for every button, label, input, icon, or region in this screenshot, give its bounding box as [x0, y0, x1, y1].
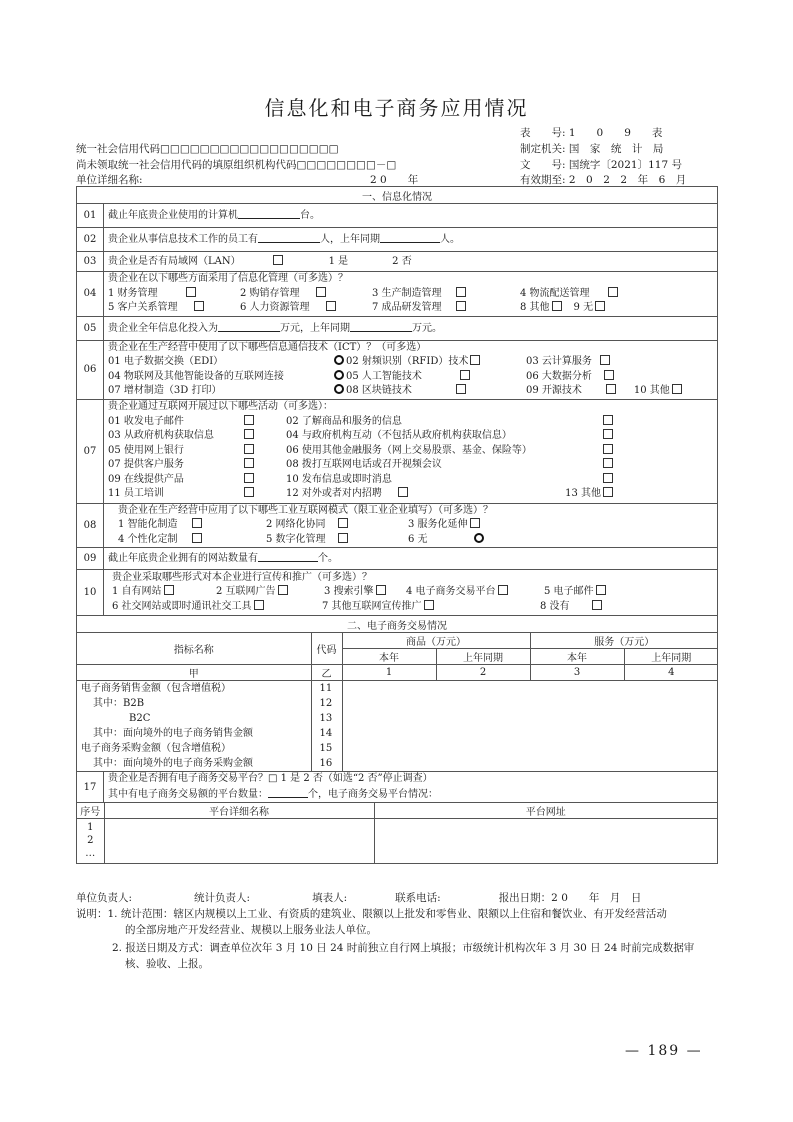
section1-title: 一、信息化情况: [77, 187, 718, 204]
ecommerce-values-area[interactable]: [342, 681, 718, 772]
platform-table: 序号 平台详细名称 平台网址 1 2 …: [77, 803, 717, 863]
question-10: 10 贵企业采取哪些形式对本企业进行宣传和推广（可多选）？ 1 自有网站 2 互联网广告 3 搜索引擎 4 电子商务交易平台 5 电子邮件 6 社交网站或即时通讯社交工具 7 其他互联网宣传推广 8 没有: [77, 570, 718, 616]
q07-checkbox-8[interactable]: [603, 458, 613, 468]
it-staff-last-year-field[interactable]: [380, 232, 440, 243]
q04-checkbox-6[interactable]: [326, 301, 336, 311]
q06-checkbox-10[interactable]: [672, 384, 682, 394]
it-investment-last-year-field[interactable]: [350, 321, 412, 332]
q10-checkbox-6[interactable]: [254, 600, 264, 610]
question-03: 03 贵企业是否有局域网（LAN） 1 是 2 否: [77, 252, 718, 272]
issuing-authority: 制定机关: 国 家 统 计 局: [520, 143, 664, 155]
q04-checkbox-7[interactable]: [456, 301, 466, 311]
q06-checkbox-8[interactable]: [456, 384, 466, 394]
q10-checkbox-8[interactable]: [592, 600, 602, 610]
q07-checkbox-4[interactable]: [603, 429, 613, 439]
q07-checkbox-1[interactable]: [244, 415, 254, 425]
question-02: 02 贵企业从事信息技术工作的员工有 人，上年同期 人。: [77, 228, 718, 252]
question-05: 05 贵企业全年信息化投入为 万元，上年同期 万元。: [77, 316, 718, 340]
note-2: 2. 报送日期及方式：调查单位次年 3 月 10 日 24 时前独立自行网上填报；市级统计机构次年 3 月 30 日 24 时前完成数据审: [112, 942, 695, 954]
unit-name-label: 单位详细名称:: [76, 174, 143, 186]
page-number: — 189 —: [625, 1043, 703, 1059]
form-number: 表 号: 1 0 9 表: [520, 127, 663, 139]
q10-checkbox-4[interactable]: [498, 585, 508, 595]
q06-checkbox-6[interactable]: [604, 370, 614, 380]
q07-checkbox-3[interactable]: [244, 429, 254, 439]
signers-line: 单位负责人: 统计负责人: 填表人: 联系电话: 报出日期：2 0 年 月 日: [76, 892, 642, 904]
q06-checkbox-9[interactable]: [606, 384, 616, 394]
indicator-names: 电子商务销售金额（包含增值税） 其中：B2B B2C 其中：面向境外的电子商务销售金额 电子商务采购金额（包含增值税） 其中：面向境外的电子商务采购金额: [77, 681, 311, 772]
org-code-line: 尚未领取统一社会信用代码的填原组织机构代码□□□□□□□□－□: [76, 159, 397, 171]
question-17: 17 贵企业是否拥有电子商务交易平台？□ 1 是 2 否（如选“2 否”停止调查） 其中有电子商务交易额的平台数量： 个，电子商务交易平台情况：: [77, 772, 718, 803]
document-number: 文 号: 国统字〔2021〕117 号: [520, 159, 682, 171]
q07-checkbox-2[interactable]: [603, 415, 613, 425]
it-investment-field[interactable]: [218, 321, 280, 332]
q04-checkbox-5[interactable]: [194, 301, 204, 311]
it-staff-field[interactable]: [258, 232, 320, 243]
q06-radio-selected-1[interactable]: [334, 355, 344, 365]
q07-checkbox-13[interactable]: [603, 487, 613, 497]
q10-checkbox-3[interactable]: [376, 585, 386, 595]
q07-checkbox-10[interactable]: [603, 473, 613, 483]
indicator-codes: 11 12 13 14 15 16: [311, 681, 342, 772]
q04-checkbox-3[interactable]: [456, 287, 466, 297]
q06-checkbox-2[interactable]: [470, 355, 480, 365]
q04-checkbox-8[interactable]: [552, 301, 562, 311]
note-2-cont: 核、验收、上报。: [125, 958, 209, 970]
question-08: 08 贵企业在生产经营中应用了以下哪些工业互联网模式（限工业企业填写）（可多选）？ 1 智能化制造 2 网络化协同 3 服务化延伸 4 个性化定制 5 数字化管理 6 无: [77, 503, 718, 548]
q06-checkbox-5[interactable]: [460, 370, 470, 380]
q06-radio-selected-7[interactable]: [334, 384, 344, 394]
question-09: 09 截止年底贵企业拥有的网站数量有 个。: [77, 548, 718, 570]
q08-checkbox-4[interactable]: [192, 533, 202, 543]
question-07: 07 贵企业通过互联网开展过以下哪些活动（可多选）： 01 收发电子邮件 02 了解商品和服务的信息 03 从政府机构获取信息 04 与政府机构互动（不包括从政府机构获取信息） 05 使用网上银行 06 使用其他金融服务（网上交易股票、基金、保险等） 07 提供客户服务 08 拨打互联网电话或召开视频会议 09 在线提供产品 10 发布信息或即时消息 11 员工培训 12 对外或者对内招聘 13 其他: [77, 399, 718, 503]
computers-count-field[interactable]: [238, 208, 300, 219]
valid-until: 有效期至: 2 0 2 2 年 6 月: [520, 174, 687, 186]
note-1-cont: 的全部房地产开发经营业、规模以上服务业法人单位。: [125, 924, 377, 936]
q07-checkbox-11[interactable]: [244, 487, 254, 497]
q07-checkbox-9[interactable]: [244, 473, 254, 483]
platform-count-field[interactable]: [268, 787, 308, 798]
q04-checkbox-1[interactable]: [186, 287, 196, 297]
q08-checkbox-3[interactable]: [470, 518, 480, 528]
ecommerce-table: 指标名称 代码 商品（万元） 服务（万元） 本年 上年同期 本年 上年同期 甲 乙 1 2 3 4 电子商务销售金额（包含增值税） 其中：B2B B2C 其中：面向境外的电子商务销售金额 电子商务采购金额（包含增值税） 其中：面向境外的电子商务采购金额 11 12 13 14 15 16: [77, 633, 718, 771]
q07-checkbox-6[interactable]: [603, 444, 613, 454]
report-year: 2 0 年: [370, 174, 419, 186]
q07-checkbox-5[interactable]: [244, 444, 254, 454]
q08-checkbox-1[interactable]: [192, 518, 202, 528]
section2-title: 二、电子商务交易情况: [77, 616, 718, 633]
q08-checkbox-2[interactable]: [338, 518, 348, 528]
websites-count-field[interactable]: [258, 551, 318, 562]
q07-checkbox-7[interactable]: [244, 458, 254, 468]
q10-checkbox-5[interactable]: [596, 585, 606, 595]
platform-url-cell[interactable]: [374, 819, 717, 863]
q04-checkbox-2[interactable]: [316, 287, 326, 297]
q10-checkbox-2[interactable]: [278, 585, 288, 595]
page-title: 信息化和电子商务应用情况: [264, 96, 529, 120]
q04-checkbox-9[interactable]: [595, 301, 605, 311]
platform-name-cell[interactable]: [104, 819, 374, 863]
q04-checkbox-4[interactable]: [608, 287, 618, 297]
question-06: 06 贵企业在生产经营中使用了以下哪些信息通信技术（ICT）？（可多选） 01 电子数据交换（EDI） 02 射频识别（RFID）技术 03 云计算服务 04 物联网及其他智能设备的互联网连接 05 人工智能技术 06 大数据分析 07 增材制造（3D 打印） 08 区块链技术 09 开源技术 10 其他: [77, 340, 718, 399]
q06-radio-selected-4[interactable]: [334, 370, 344, 380]
q10-checkbox-7[interactable]: [424, 600, 434, 610]
note-1: 说明：1. 统计范围：辖区内规模以上工业、有资质的建筑业、限额以上批发和零售业、限额以上住宿和餐饮业、有开发经营活动: [76, 908, 667, 920]
question-04: 04 贵企业在以下哪些方面采用了信息化管理（可多选）？ 1 财务管理 2 购销存管理 3 生产制造管理 4 物流配送管理 5 客户关系管理 6 人力资源管理 7 成品研发管理 8 其他 9 无: [77, 272, 718, 317]
q08-checkbox-5[interactable]: [338, 533, 348, 543]
lan-checkbox[interactable]: [273, 255, 283, 265]
q08-radio-selected-6[interactable]: [474, 533, 484, 543]
survey-form: [76, 186, 718, 864]
q07-checkbox-12[interactable]: [398, 487, 408, 497]
q10-checkbox-1[interactable]: [164, 585, 174, 595]
question-01: 01 截止年底贵企业使用的计算机 台。: [77, 204, 718, 228]
credit-code-line: 统一社会信用代码□□□□□□□□□□□□□□□□□□: [76, 143, 339, 155]
q06-checkbox-3[interactable]: [600, 355, 610, 365]
